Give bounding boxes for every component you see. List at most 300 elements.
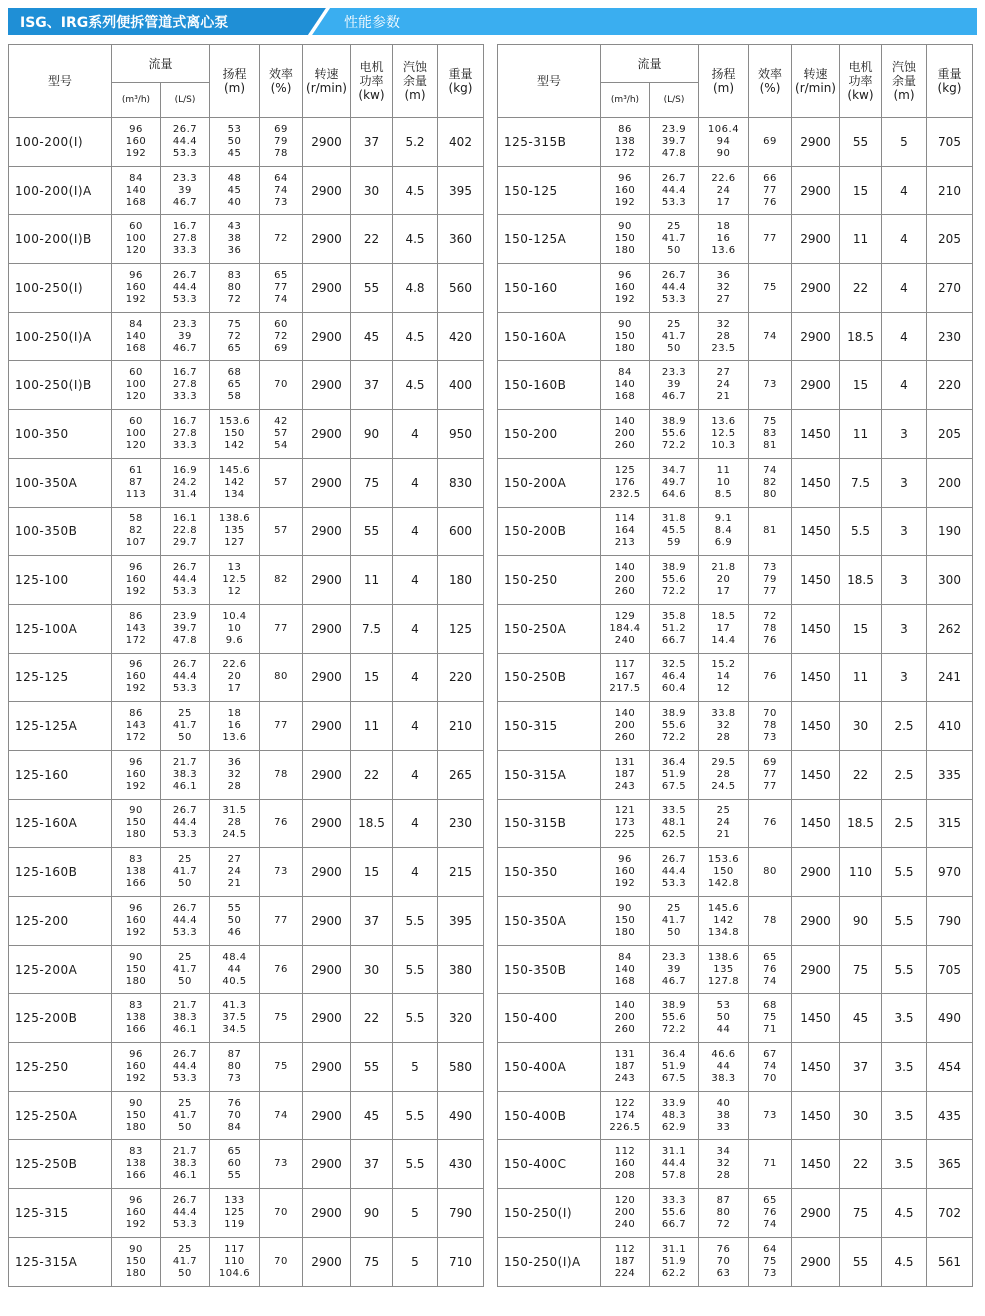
flow-ls-cell-value: 25: [178, 1097, 192, 1109]
weight-cell: 365: [927, 1140, 973, 1189]
head-cell: [699, 1043, 749, 1092]
flow-m3h-cell-value: 168: [614, 975, 636, 987]
weight-cell: 430: [438, 1140, 484, 1189]
head-cell-value: 135: [713, 963, 734, 975]
head-cell-value: 27: [716, 367, 731, 379]
flow-m3h-cell: [112, 1140, 161, 1189]
weight-cell: 560: [438, 264, 484, 313]
npsh-cell: 4: [882, 166, 927, 215]
flow-m3h-cell-value: 120: [125, 245, 147, 257]
efficiency-cell: [260, 1237, 303, 1286]
weight-cell: 400: [438, 361, 484, 410]
flow-ls-cell-value: 72.2: [661, 732, 687, 744]
power-cell: 37: [351, 1140, 393, 1189]
flow-ls-cell: [161, 556, 210, 605]
head-cell-value: 65: [227, 342, 242, 354]
efficiency-cell-value: 77: [274, 281, 288, 293]
head-cell-value: 9.6: [225, 634, 244, 646]
speed-cell: 2900: [792, 1189, 840, 1238]
flow-m3h-cell-value: 82: [129, 525, 143, 537]
head-cell-value: 17: [716, 622, 731, 634]
flow-ls-cell: [161, 799, 210, 848]
flow-m3h-cell: [112, 312, 161, 361]
flow-m3h-cell-value: 140: [125, 184, 147, 196]
efficiency-cell-value: 77: [274, 622, 288, 634]
efficiency-cell: [260, 897, 303, 946]
flow-ls-cell-value: 23.3: [172, 318, 198, 330]
table-row: [9, 994, 484, 1043]
efficiency-cell: [749, 556, 792, 605]
flow-m3h-cell-value: 96: [129, 1048, 143, 1060]
weight-cell: 600: [438, 507, 484, 556]
weight-cell: 435: [927, 1091, 973, 1140]
flow-ls-cell-value: 53.3: [172, 293, 198, 305]
head-cell-value: 13: [227, 562, 242, 574]
npsh-cell: 5.5: [393, 994, 438, 1043]
flow-m3h-cell-value: 168: [125, 196, 147, 208]
flow-m3h-cell-value: 166: [125, 1170, 147, 1182]
flow-ls-cell: [161, 1091, 210, 1140]
efficiency-cell-value: 72: [274, 233, 288, 245]
flow-m3h-cell-value: 107: [125, 537, 147, 549]
table-row: [9, 118, 484, 167]
table-row: [498, 556, 973, 605]
weight-cell: 561: [927, 1237, 973, 1286]
efficiency-cell-value: 42: [274, 415, 288, 427]
efficiency-cell-value: 65: [763, 951, 777, 963]
flow-m3h-cell: [112, 750, 161, 799]
flow-ls-cell-value: 46.1: [172, 1024, 198, 1036]
head-cell-value: 133: [224, 1194, 245, 1206]
efficiency-cell-value: 76: [763, 817, 777, 829]
power-cell: 15: [351, 653, 393, 702]
power-cell: 45: [840, 994, 882, 1043]
flow-ls-cell-value: 46.7: [661, 975, 687, 987]
flow-ls-cell-value: 53.3: [172, 147, 198, 159]
flow-ls-cell: [161, 215, 210, 264]
efficiency-cell-value: 57: [274, 476, 288, 488]
efficiency-cell-value: 75: [763, 281, 777, 293]
flow-ls-cell-value: 22.8: [172, 525, 198, 537]
flow-m3h-cell: [601, 994, 650, 1043]
flow-ls-cell: [650, 750, 699, 799]
head-cell-value: 76: [227, 1097, 242, 1109]
flow-ls-cell-value: 53.3: [172, 1072, 198, 1084]
flow-ls-cell: [161, 410, 210, 459]
efficiency-cell: [749, 264, 792, 313]
flow-ls-cell-value: 57.8: [661, 1170, 687, 1182]
flow-ls-cell-value: 34.7: [661, 464, 687, 476]
flow-m3h-cell-value: 112: [614, 1243, 636, 1255]
efficiency-cell-value: 70: [274, 379, 288, 391]
flow-m3h-cell: [601, 897, 650, 946]
flow-m3h-cell-value: 90: [129, 1243, 143, 1255]
flow-ls-cell-value: 49.7: [661, 476, 687, 488]
speed-cell: 1450: [792, 1140, 840, 1189]
flow-ls-cell-value: 23.3: [661, 951, 687, 963]
head-cell-value: 17: [716, 586, 731, 598]
flow-m3h-cell: [601, 410, 650, 459]
model-cell: 125-160A: [9, 799, 112, 848]
efficiency-cell-value: 76: [274, 817, 288, 829]
weight-cell: 395: [438, 166, 484, 215]
head-cell-value: 72: [716, 1218, 731, 1230]
efficiency-cell-value: 79: [274, 135, 288, 147]
power-cell: 55: [351, 1043, 393, 1092]
head-cell-value: 110: [224, 1255, 245, 1267]
model-cell: 150-315A: [498, 750, 601, 799]
efficiency-cell-value: 73: [763, 379, 777, 391]
head-cell-value: 22.6: [222, 659, 247, 671]
speed-cell: 1450: [792, 556, 840, 605]
npsh-cell: 4: [882, 215, 927, 264]
head-cell: [210, 166, 260, 215]
weight-cell: 230: [927, 312, 973, 361]
head-cell: [699, 1237, 749, 1286]
efficiency-cell-value: 73: [763, 1109, 777, 1121]
head-cell-value: 44: [716, 1060, 731, 1072]
flow-ls-cell-value: 44.4: [172, 671, 198, 683]
flow-ls-cell: [650, 166, 699, 215]
flow-ls-cell-value: 41.7: [172, 866, 198, 878]
flow-ls-cell-value: 31.8: [661, 513, 687, 525]
npsh-cell: 4: [393, 507, 438, 556]
table-row: [9, 1043, 484, 1092]
header-weight: 重量 (kg): [927, 45, 973, 118]
head-cell-value: 15.2: [711, 659, 736, 671]
flow-m3h-cell-value: 176: [614, 476, 636, 488]
speed-cell: 2900: [303, 604, 351, 653]
head-cell-value: 21: [227, 878, 242, 890]
flow-ls-cell-value: 62.2: [661, 1267, 687, 1279]
header-head: 扬程 (m): [210, 45, 260, 118]
efficiency-cell: [749, 750, 792, 799]
efficiency-cell: [260, 750, 303, 799]
power-cell: 37: [351, 361, 393, 410]
table-row: [498, 507, 973, 556]
table-row: [9, 166, 484, 215]
flow-m3h-cell-value: 160: [125, 135, 147, 147]
flow-ls-cell: [161, 118, 210, 167]
flow-m3h-cell-value: 90: [129, 805, 143, 817]
flow-m3h-cell-value: 120: [614, 1194, 636, 1206]
weight-cell: 190: [927, 507, 973, 556]
model-cell: 150-160A: [498, 312, 601, 361]
head-cell-value: 119: [224, 1218, 245, 1230]
head-cell-value: 48: [227, 172, 242, 184]
head-cell-value: 65: [227, 379, 242, 391]
efficiency-cell-value: 78: [274, 147, 288, 159]
flow-m3h-cell: [112, 848, 161, 897]
flow-m3h-cell-value: 140: [614, 562, 636, 574]
table-row: [9, 361, 484, 410]
speed-cell: 2900: [792, 1237, 840, 1286]
head-cell-value: 12: [227, 586, 242, 598]
model-cell: 150-250B: [498, 653, 601, 702]
head-cell: [210, 361, 260, 410]
head-cell-value: 28: [716, 1170, 731, 1182]
flow-ls-cell-value: 33.3: [172, 245, 198, 257]
flow-ls-cell: [161, 1189, 210, 1238]
flow-m3h-cell: [601, 799, 650, 848]
flow-m3h-cell: [112, 799, 161, 848]
head-cell-value: 83: [227, 269, 242, 281]
flow-ls-cell-value: 67.5: [661, 780, 687, 792]
head-cell-value: 24: [716, 184, 731, 196]
spec-table-left: [8, 44, 484, 1287]
head-cell-value: 18: [716, 221, 731, 233]
flow-m3h-cell-value: 129: [614, 610, 636, 622]
flow-m3h-cell-value: 187: [614, 768, 636, 780]
model-cell: 100-200(I)A: [9, 166, 112, 215]
efficiency-cell-value: 77: [763, 780, 777, 792]
flow-m3h-cell: [601, 556, 650, 605]
power-cell: 15: [351, 848, 393, 897]
head-cell-value: 87: [716, 1194, 731, 1206]
head-cell: [699, 312, 749, 361]
npsh-cell: 3: [882, 556, 927, 605]
efficiency-cell: [749, 1189, 792, 1238]
head-cell: [699, 458, 749, 507]
flow-ls-cell-value: 55.6: [661, 720, 687, 732]
flow-m3h-cell-value: 160: [125, 1206, 147, 1218]
table-row: [498, 1140, 973, 1189]
flow-ls-cell-value: 50: [667, 926, 681, 938]
flow-ls-cell-value: 39.7: [172, 622, 198, 634]
efficiency-cell-value: 57: [274, 427, 288, 439]
flow-ls-cell-value: 60.4: [661, 683, 687, 695]
flow-m3h-cell-value: 192: [125, 147, 147, 159]
efficiency-cell-value: 69: [274, 123, 288, 135]
head-cell: [699, 410, 749, 459]
power-cell: 90: [840, 897, 882, 946]
weight-cell: 125: [438, 604, 484, 653]
speed-cell: 2900: [792, 118, 840, 167]
head-cell: [699, 750, 749, 799]
head-cell: [210, 556, 260, 605]
npsh-cell: 5: [882, 118, 927, 167]
efficiency-cell-value: 69: [274, 342, 288, 354]
flow-ls-cell-value: 25: [178, 854, 192, 866]
flow-ls-cell-value: 23.9: [172, 610, 198, 622]
speed-cell: 2900: [303, 848, 351, 897]
head-cell-value: 127: [224, 537, 245, 549]
flow-ls-cell-value: 21.7: [172, 1000, 198, 1012]
flow-ls-cell-value: 36.4: [661, 756, 687, 768]
flow-ls-cell: [650, 118, 699, 167]
flow-ls-cell-value: 72.2: [661, 439, 687, 451]
efficiency-cell-value: 77: [274, 914, 288, 926]
table-row: [9, 653, 484, 702]
speed-cell: 2900: [303, 897, 351, 946]
npsh-cell: 4.5: [393, 215, 438, 264]
flow-m3h-cell-value: 96: [129, 269, 143, 281]
npsh-cell: 5.5: [393, 945, 438, 994]
table-row: [9, 604, 484, 653]
head-cell-value: 53: [716, 1000, 731, 1012]
head-cell-value: 21.8: [711, 562, 736, 574]
header-head: 扬程 (m): [699, 45, 749, 118]
efficiency-cell-value: 74: [274, 184, 288, 196]
efficiency-cell-value: 75: [763, 415, 777, 427]
efficiency-cell: [260, 507, 303, 556]
head-cell-value: 32: [716, 281, 731, 293]
power-cell: 90: [351, 1189, 393, 1238]
weight-cell: 970: [927, 848, 973, 897]
flow-m3h-cell: [601, 264, 650, 313]
head-cell-value: 55: [227, 1170, 242, 1182]
flow-m3h-cell-value: 60: [129, 221, 143, 233]
flow-ls-cell-value: 45.5: [661, 525, 687, 537]
weight-cell: 210: [927, 166, 973, 215]
flow-ls-cell-value: 41.7: [172, 1255, 198, 1267]
flow-ls-cell-value: 26.7: [661, 172, 687, 184]
table-row: [9, 848, 484, 897]
flow-m3h-cell-value: 192: [125, 1218, 147, 1230]
efficiency-cell: [749, 604, 792, 653]
model-cell: 150-125: [498, 166, 601, 215]
efficiency-cell-value: 66: [763, 172, 777, 184]
flow-m3h-cell-value: 187: [614, 1255, 636, 1267]
flow-ls-cell: [650, 361, 699, 410]
flow-m3h-cell-value: 226.5: [609, 1121, 641, 1133]
flow-m3h-cell-value: 166: [125, 878, 147, 890]
efficiency-cell-value: 76: [274, 963, 288, 975]
flow-ls-cell-value: 16.1: [172, 513, 198, 525]
flow-ls-cell-value: 46.7: [172, 342, 198, 354]
npsh-cell: 3.5: [882, 994, 927, 1043]
flow-ls-cell-value: 53.3: [172, 926, 198, 938]
flow-ls-cell: [650, 994, 699, 1043]
flow-m3h-cell-value: 173: [614, 817, 636, 829]
npsh-cell: 4.5: [393, 312, 438, 361]
power-cell: 22: [351, 994, 393, 1043]
npsh-cell: 4: [393, 556, 438, 605]
table-row: [498, 264, 973, 313]
flow-m3h-cell-value: 168: [125, 342, 147, 354]
speed-cell: 2900: [792, 361, 840, 410]
flow-ls-cell: [161, 848, 210, 897]
efficiency-cell-value: 77: [763, 184, 777, 196]
flow-ls-cell-value: 53.3: [172, 683, 198, 695]
flow-ls-cell: [650, 653, 699, 702]
flow-m3h-cell-value: 187: [614, 1060, 636, 1072]
npsh-cell: 4.5: [882, 1189, 927, 1238]
head-cell-value: 45: [227, 184, 242, 196]
weight-cell: 410: [927, 702, 973, 751]
flow-ls-cell-value: 44.4: [172, 1060, 198, 1072]
header-power: 电机 功率 (kw): [351, 45, 393, 118]
flow-m3h-cell-value: 96: [129, 659, 143, 671]
efficiency-cell: [260, 1043, 303, 1092]
weight-cell: 200: [927, 458, 973, 507]
model-cell: 125-100: [9, 556, 112, 605]
head-cell-value: 127.8: [707, 975, 740, 987]
head-cell-value: 80: [716, 1206, 731, 1218]
head-cell: [699, 604, 749, 653]
head-cell: [210, 118, 260, 167]
efficiency-cell-value: 82: [763, 476, 777, 488]
model-cell: 125-250B: [9, 1140, 112, 1189]
table-row: [9, 458, 484, 507]
flow-m3h-cell-value: 164: [614, 525, 636, 537]
efficiency-cell: [260, 1091, 303, 1140]
flow-m3h-cell-value: 140: [614, 963, 636, 975]
flow-ls-cell: [161, 653, 210, 702]
efficiency-cell-value: 78: [763, 914, 777, 926]
flow-ls-cell-value: 16.9: [172, 464, 198, 476]
flow-ls-cell: [161, 166, 210, 215]
flow-ls-cell-value: 46.7: [661, 391, 687, 403]
flow-ls-cell-value: 50: [667, 342, 681, 354]
head-cell-value: 13.6: [711, 245, 736, 257]
model-cell: 125-315: [9, 1189, 112, 1238]
flow-m3h-cell-value: 192: [614, 293, 636, 305]
flow-m3h-cell-value: 143: [125, 720, 147, 732]
flow-ls-cell: [650, 1237, 699, 1286]
efficiency-cell-value: 80: [274, 671, 288, 683]
head-cell-value: 135: [224, 525, 245, 537]
head-cell-value: 33: [716, 1121, 731, 1133]
flow-m3h-cell-value: 225: [614, 829, 636, 841]
efficiency-cell-value: 74: [763, 975, 777, 987]
flow-ls-cell-value: 47.8: [661, 147, 687, 159]
head-cell-value: 75: [227, 318, 242, 330]
flow-m3h-cell: [601, 458, 650, 507]
power-cell: 45: [351, 1091, 393, 1140]
flow-m3h-cell: [112, 507, 161, 556]
head-cell-value: 153.6: [707, 854, 740, 866]
power-cell: 55: [840, 118, 882, 167]
efficiency-cell-value: 64: [274, 172, 288, 184]
flow-ls-cell-value: 39.7: [661, 135, 687, 147]
flow-ls-cell-value: 46.1: [172, 1170, 198, 1182]
power-cell: 30: [840, 1091, 882, 1140]
speed-cell: 2900: [303, 118, 351, 167]
head-cell-value: 41.3: [222, 1000, 247, 1012]
model-cell: 150-350A: [498, 897, 601, 946]
speed-cell: 2900: [303, 361, 351, 410]
head-cell-value: 14: [716, 671, 731, 683]
table-row: [498, 897, 973, 946]
head-cell-value: 145.6: [218, 464, 251, 476]
head-cell: [699, 897, 749, 946]
flow-ls-cell-value: 29.7: [172, 537, 198, 549]
head-cell-value: 24.5: [222, 829, 247, 841]
header-speed: 转速 (r/min): [792, 45, 840, 118]
npsh-cell: 4: [882, 361, 927, 410]
flow-m3h-cell-value: 138: [125, 1158, 147, 1170]
model-cell: 100-350B: [9, 507, 112, 556]
flow-m3h-cell-value: 100: [125, 379, 147, 391]
efficiency-cell-value: 77: [763, 768, 777, 780]
npsh-cell: 4.5: [882, 1237, 927, 1286]
flow-ls-cell-value: 44.4: [661, 866, 687, 878]
efficiency-cell: [260, 458, 303, 507]
table-row: [498, 750, 973, 799]
flow-m3h-cell-value: 184.4: [609, 622, 641, 634]
model-cell: 125-315B: [498, 118, 601, 167]
speed-cell: 1450: [792, 604, 840, 653]
flow-ls-cell: [161, 361, 210, 410]
flow-ls-cell-value: 50: [178, 732, 192, 744]
npsh-cell: 5.5: [882, 897, 927, 946]
flow-ls-cell-value: 33.5: [661, 805, 687, 817]
speed-cell: 2900: [303, 653, 351, 702]
flow-m3h-cell-value: 160: [125, 281, 147, 293]
flow-m3h-cell-value: 180: [614, 245, 636, 257]
flow-ls-cell-value: 48.3: [661, 1109, 687, 1121]
